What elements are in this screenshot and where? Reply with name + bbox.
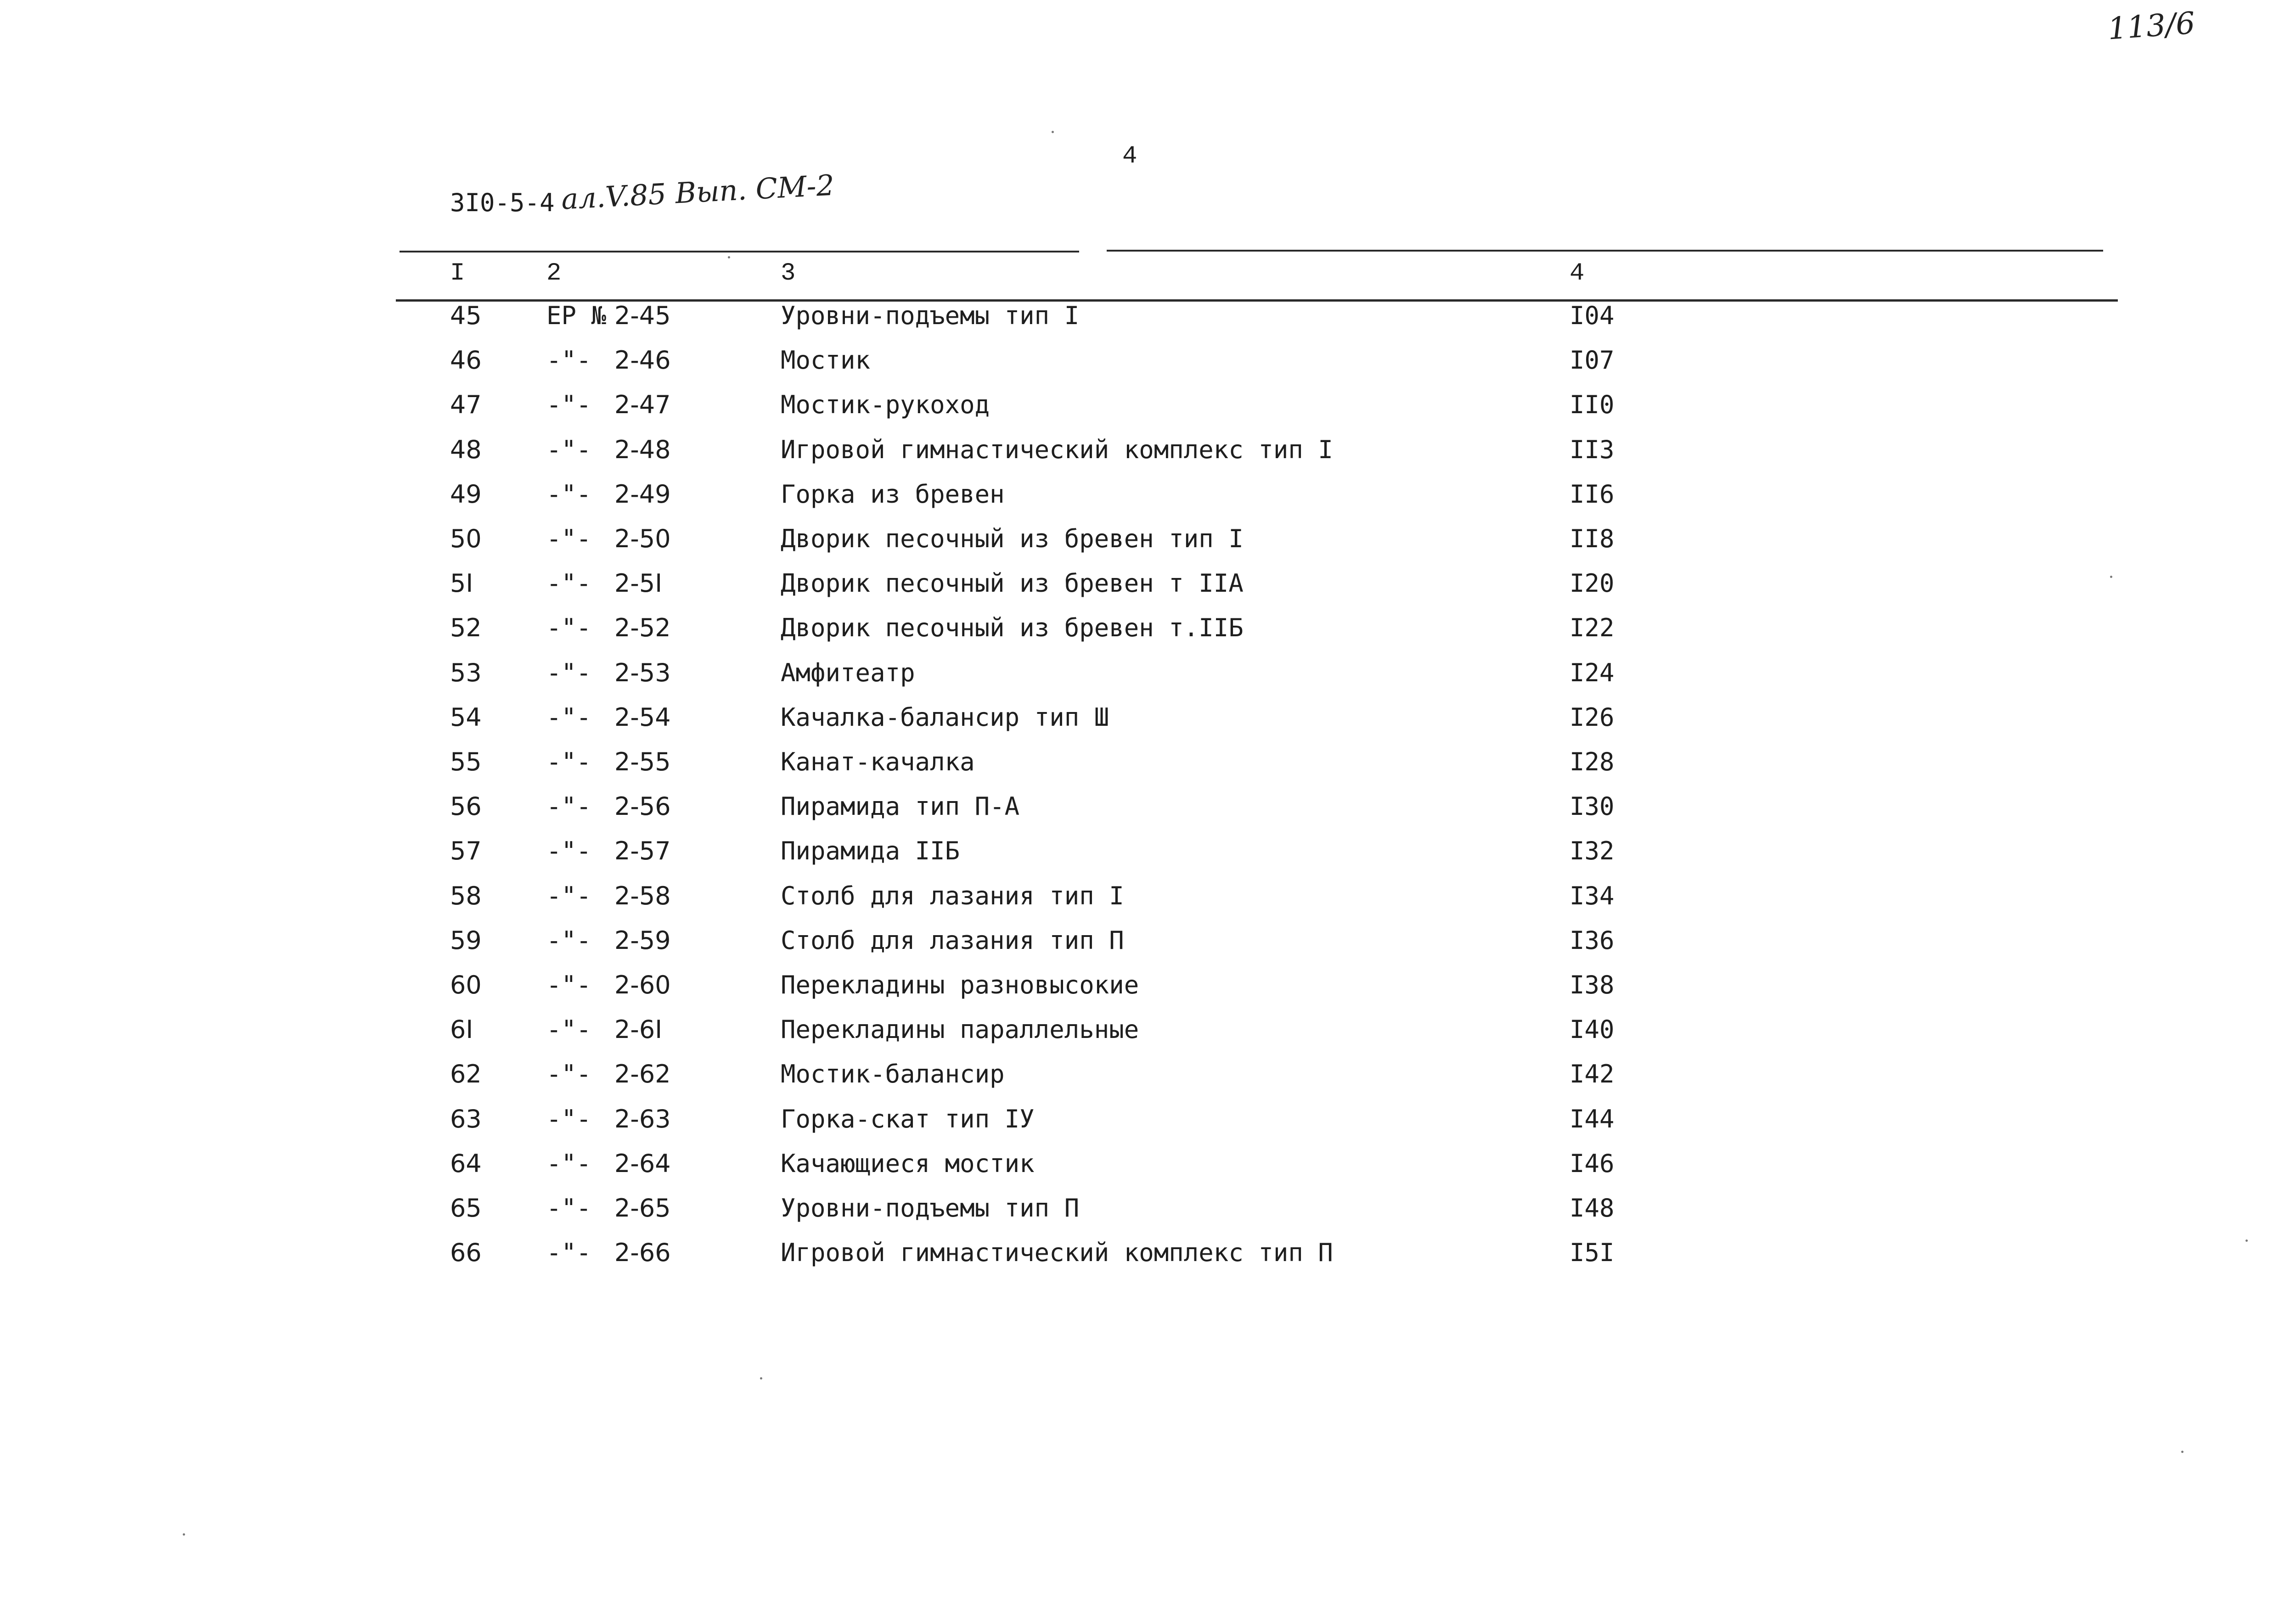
page-ref: I48 (1570, 1194, 1615, 1223)
designation-code: 2-48 (614, 435, 671, 464)
designation-prefix: -"- (546, 346, 591, 375)
page-ref: I20 (1570, 569, 1615, 598)
handwritten-corner-mark: 113/6 (2106, 5, 2196, 47)
item-name: Горка из бревен (781, 480, 1005, 509)
scan-speck (2110, 576, 2112, 578)
item-name: Мостик (781, 346, 871, 375)
item-name: Пирамида IIБ (781, 836, 960, 865)
row-number: 55 (450, 747, 482, 776)
page-ref: II8 (1570, 524, 1615, 553)
page-ref: I5I (1570, 1238, 1615, 1267)
item-name: Перекладины разновысокие (781, 970, 1139, 999)
designation-code: 2-6I (614, 1015, 663, 1044)
designation-prefix: -"- (546, 970, 591, 999)
row-number: 59 (450, 926, 482, 955)
page-ref: II6 (1570, 480, 1615, 509)
page-ref: I28 (1570, 747, 1615, 776)
designation-code: 2-59 (614, 926, 671, 955)
scan-speck (760, 1377, 762, 1380)
designation-code: 2-56 (614, 792, 671, 821)
page-ref: I24 (1570, 658, 1615, 687)
column-header-1: I (450, 259, 465, 287)
item-name: Пирамида тип П-А (781, 792, 1020, 821)
scan-speck (2181, 1451, 2183, 1453)
row-number: 58 (450, 881, 482, 910)
designation-prefix: -"- (546, 569, 591, 598)
row-number: 57 (450, 836, 482, 865)
designation-code: 2-64 (614, 1149, 671, 1178)
designation-code: 2-52 (614, 613, 671, 642)
page-ref: I36 (1570, 926, 1615, 955)
page-ref: I04 (1570, 301, 1615, 330)
designation-code: 2-50 (614, 524, 671, 553)
page-ref: I26 (1570, 703, 1615, 732)
item-name: Дворик песочный из бревен т.IIБ (781, 613, 1244, 642)
designation-code: 2-58 (614, 881, 671, 910)
page-ref: I44 (1570, 1105, 1615, 1133)
scan-speck (728, 256, 730, 258)
page-ref: I40 (1570, 1015, 1615, 1044)
designation-code: 2-62 (614, 1060, 671, 1088)
page-ref: II0 (1570, 390, 1615, 419)
item-name: Уровни-подъемы тип I (781, 301, 1080, 330)
designation-code: 2-5I (614, 569, 663, 598)
designation-prefix: -"- (546, 1015, 591, 1044)
row-number: 5I (450, 569, 473, 598)
designation-prefix: -"- (546, 435, 591, 464)
item-name: Игровой гимнастический комплекс тип I (781, 435, 1333, 464)
column-header-4: 4 (1570, 259, 1585, 287)
designation-prefix: -"- (546, 1060, 591, 1088)
designation-code: 2-60 (614, 970, 671, 999)
designation-code: 2-63 (614, 1105, 671, 1133)
row-number: 47 (450, 390, 482, 419)
row-number: 49 (450, 480, 482, 509)
page-ref: I32 (1570, 836, 1615, 865)
item-name: Игровой гимнастический комплекс тип П (781, 1238, 1333, 1267)
designation-code: 2-65 (614, 1194, 671, 1223)
row-number: 63 (450, 1105, 482, 1133)
page-ref: II3 (1570, 435, 1615, 464)
document-code-handwritten: ал.V.85 Вып. СМ-2 (560, 168, 835, 216)
item-name: Качающиеся мостик (781, 1149, 1035, 1178)
scan-speck (183, 1533, 185, 1536)
designation-prefix: -"- (546, 524, 591, 553)
designation-prefix: -"- (546, 480, 591, 509)
row-number: 65 (450, 1194, 482, 1223)
document-code: 3I0-5-4 (450, 188, 555, 217)
table-top-rule (400, 251, 1079, 252)
designation-prefix: -"- (546, 613, 591, 642)
page-ref: I22 (1570, 613, 1615, 642)
designation-prefix: -"- (546, 390, 591, 419)
page-ref: I46 (1570, 1149, 1615, 1178)
row-number: 64 (450, 1149, 482, 1178)
designation-prefix: -"- (546, 703, 591, 732)
row-number: 60 (450, 970, 482, 999)
designation-code: 2-66 (614, 1238, 671, 1267)
item-name: Горка-скат тип IУ (781, 1105, 1035, 1133)
designation-code: 2-49 (614, 480, 671, 509)
designation-code: 2-45 (614, 301, 671, 330)
row-number: 52 (450, 613, 482, 642)
row-number: 6I (450, 1015, 473, 1044)
item-name: Перекладины параллельные (781, 1015, 1139, 1044)
row-number: 54 (450, 703, 482, 732)
row-number: 48 (450, 435, 482, 464)
row-number: 45 (450, 301, 482, 330)
row-number: 53 (450, 658, 482, 687)
row-number: 62 (450, 1060, 482, 1088)
row-number: 56 (450, 792, 482, 821)
item-name: Столб для лазания тип I (781, 881, 1124, 910)
designation-code: 2-47 (614, 390, 671, 419)
item-name: Уровни-подъемы тип П (781, 1194, 1080, 1223)
designation-prefix: -"- (546, 836, 591, 865)
scan-speck (1052, 131, 1054, 133)
designation-prefix: -"- (546, 1149, 591, 1178)
page-ref: I07 (1570, 346, 1615, 375)
row-number: 66 (450, 1238, 482, 1267)
designation-code: 2-46 (614, 346, 671, 375)
designation-prefix: -"- (546, 881, 591, 910)
designation-prefix: -"- (546, 658, 591, 687)
item-name: Амфитеатр (781, 658, 915, 687)
page-ref: I42 (1570, 1060, 1615, 1088)
page-number: 4 (1122, 142, 1137, 170)
designation-prefix: ЕР № (546, 301, 607, 330)
page-ref: I30 (1570, 792, 1615, 821)
page-ref: I34 (1570, 881, 1615, 910)
item-name: Качалка-балансир тип Ш (781, 703, 1109, 732)
designation-prefix: -"- (546, 747, 591, 776)
designation-prefix: -"- (546, 1238, 591, 1267)
designation-code: 2-54 (614, 703, 671, 732)
designation-prefix: -"- (546, 926, 591, 955)
item-name: Столб для лазания тип П (781, 926, 1124, 955)
row-number: 46 (450, 346, 482, 375)
designation-code: 2-57 (614, 836, 671, 865)
designation-prefix: -"- (546, 792, 591, 821)
item-name: Мостик-балансир (781, 1060, 1005, 1088)
designation-code: 2-53 (614, 658, 671, 687)
designation-prefix: -"- (546, 1194, 591, 1223)
designation-prefix: -"- (546, 1105, 591, 1133)
scan-speck (2245, 1239, 2248, 1242)
column-header-3: 3 (781, 259, 796, 287)
table-top-rule (1107, 250, 2103, 252)
row-number: 50 (450, 524, 482, 553)
column-header-2: 2 (546, 259, 562, 287)
item-name: Мостик-рукоход (781, 390, 990, 419)
item-name: Канат-качалка (781, 747, 975, 776)
designation-code: 2-55 (614, 747, 671, 776)
item-name: Дворик песочный из бревен тип I (781, 524, 1244, 553)
page-ref: I38 (1570, 970, 1615, 999)
item-name: Дворик песочный из бревен т IIА (781, 569, 1244, 598)
